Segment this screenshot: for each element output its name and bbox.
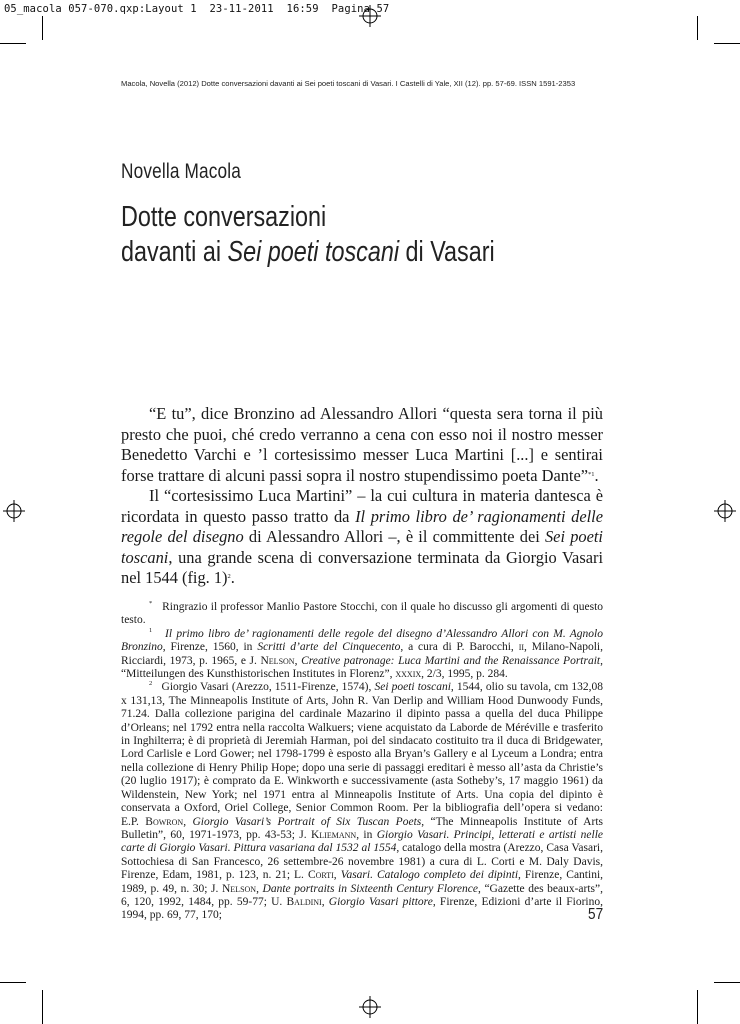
footnotes [121,601,603,923]
registration-mark-bottom-icon [359,996,381,1018]
body-p2-end: . [230,568,235,587]
footnote-2-italic-j: Giorgio Vasari. Principi, letterati e artisti nelle carte di Giorgio Vasari. Pittura vasariana dal 1532 al 1554 [121,828,603,855]
registration-mark-left-icon [3,500,25,522]
title-line-2-italic: Sei poeti toscani [227,236,400,268]
footnote-2-text-o: , Firenze, Cantini, 1989, p. 49, n. 30; J. [121,869,604,895]
title-line-2-pre: davanti ai [121,236,228,268]
body-p2-e: , una grande scena di conversazione terminata da Giorgio Vasari nel 1544 (fig. 1) [121,547,603,587]
body-p2-c: di Alessandro Allori –, è il committente dei [243,527,545,546]
footnote-1-sc-c: ii [518,641,525,654]
body-p2-b-italic: Il primo libro de’ ragionamenti delle regole del disegno [121,506,604,546]
crop-mark-top-left-h [0,43,26,44]
footnote-1-sc-h: xxxix [395,668,422,681]
footnote-2-italic-b: Sei poeti toscani [374,681,451,694]
registration-mark-top-icon [359,5,381,27]
crop-mark-bottom-left-v [42,990,43,1024]
footnote-2-italic-r: Dante portraits in Sixteenth Century Florence [262,882,478,895]
footnote-1-mark: 1 [149,626,153,634]
footnote-2-italic-n: Vasari. Catalogo completo dei dipinti [340,869,519,882]
footnote-2-text-c: , 1544, olio su tavola, cm 132,08 x 131,13, The Minneapolis Institute of Arts, John R. Van Derlip and William Hood Dunwoody Funds, 71.24. Dalla collezione parigina del cardinale Mazarino il dipinto passa a quella del duca Philippe d’Orleans; nel 1792 entra nella raccolta Walkuers; viene acquistato da Laborde de Méréville e trasferito in Inghilterra; è di proprietà di Jeremiah Harman, poi del sindacato costituito tra il duca di Bridgewater, Lord Carlisle e Lord Gower; nel 1798-1799 è esposto alla Bryan’s Gallery e al Lyceum a Londra; entra nella collezione di Henry Philip Hope; dopo una serie di passaggi ereditari è messo all’asta da Christie’s (20 luglio 1917); è comprato da E. Winkworth e successivamente (asta Sotheby’s, 17 maggio 1961) da Wildenstein, New York; nel 1971 entra al Minneapolis Institute of Arts. Una copia del dipinto è conservata a Oxford, Oriel College, Senior Common Room. Per la bibliografia dell’opera si vedano: E.P. [121,681,603,828]
footnote-1-italic-b: Scritti d’arte del Cinquecento [257,641,401,654]
footnote-2-text-w: , Firenze, Edizioni d’arte il Fiorino, 1994, pp. 69, 77, 170; [121,895,603,922]
footnote-2-text-a: Giorgio Vasari (Arezzo, 1511-Firenze, 1574), [161,681,375,694]
citation-header: Macola, Novella (2012) Dotte conversazioni davanti ai Sei poeti toscani di Vasari. I Castelli di Yale, XII (12). pp. 57-69. ISSN 1591-2353 [121,79,576,88]
printer-slug-line: 05_macola 057-070.qxp:Layout 1 23-11-2011 16:59 Pagina 57 [4,3,390,15]
body-p2-a: Il “cortesissimo Luca Martini” – la cui cultura in materia dantesca è ricordata in questo passo tratto da [121,486,603,526]
footnote-2-sc-l: Corti [307,869,334,882]
footnote-2-text-s: , “Gazette des beaux-arts”, 6, 120, 1992, 1484, pp. 59-77; U. [121,882,604,908]
footnote-2-text-e: , [183,815,193,828]
footnote-1-sc-e: Nelson [260,654,295,667]
footnote-1-text-f: , [294,654,302,667]
footnote-2-text-k: , catalogo della mostra (Arezzo, Casa Vasari, Sottochiesa di San Francesco, 26 settembre-26 novembre 1981) a cura di L. Corti e M. Daly Davis, Firenze, Edam, 1981, p. 123, n. 21; L. [121,842,603,882]
crop-mark-bottom-right-v [697,990,698,1024]
body-paragraph-2 [121,486,603,589]
crop-mark-bottom-right-h [714,982,740,983]
footnote-2-text-q: , [256,882,263,895]
title-line-2-post: di Vasari [399,236,495,268]
footnote-2-sc-p: Nelson [221,882,257,895]
footnote-ref-star-1: *1 [588,470,595,478]
footnote-star [121,601,603,628]
page-number: 57 [588,906,604,923]
title-line-2 [121,235,547,270]
footnote-2-sc-d: Bowron [145,815,184,828]
body-text [121,404,603,589]
footnote-2-italic-f: Giorgio Vasari’s Portrait of Six Tuscan Poets [192,815,422,828]
article-title [121,200,547,270]
footnote-star-text: Ringrazio il professor Manlio Pastore Stocchi, con il quale ho discusso gli argomenti di questo testo. [121,601,604,627]
footnote-1-text-d: , Milano-Napoli, Ricciardi, 1973, p. 1965, e J. [121,641,603,667]
footnote-1-title: Il primo libro de’ ragionamenti delle regole del disegno d’Alessandro Allori con M. Agnolo Bronzino [121,627,604,654]
footnote-2-text-m: , [333,869,341,882]
body-paragraph-1 [121,404,603,486]
footnote-2-sc-h: Kliemann [310,828,357,841]
footnote-2-sc-t: Baldini [286,895,322,908]
crop-mark-top-right-h [714,43,740,44]
footnote-2-text-i: , in [356,828,377,841]
footnote-2-text-g: , “The Minneapolis Institute of Arts Bulletin”, 60, 1971-1973, pp. 43-53; J. [121,815,603,841]
crop-mark-top-left-v [42,16,43,40]
body-p1-text: “E tu”, dice Bronzino ad Alessandro Allori “questa sera torna il più presto che puoi, ché credo verranno a cena con esso noi il nostro messer Benedetto Varchi e ’l cortesissimo messer Luca Martini [...] e sentirai forse trattare di alcuni passi sopra il nostro stupendissimo poeta Dante” [121,404,603,485]
footnote-1-text-a: , Firenze, 1560, in [162,641,258,654]
footnote-2-italic-v: Giorgio Vasari pittore [328,895,433,908]
crop-mark-top-right-v [697,16,698,40]
footnote-star-mark: * [149,600,153,607]
registration-mark-right-icon [714,500,736,522]
footnote-2-mark: 2 [149,680,153,688]
footnote-ref-2: 2 [227,573,231,580]
footnote-1-text-c: , a cura di P. Barocchi, [400,641,519,654]
body-p2-d-italic: Sei poeti toscani [121,527,603,567]
footnote-2-text-u: , [321,895,329,908]
footnote-1-text-h: , “Mitteilungen des Kunsthistorischen Institutes in Florenz”, [121,654,603,681]
footnote-2 [121,681,603,922]
title-line-1: Dotte conversazioni [121,201,327,233]
footnote-1-italic-g: Creative patronage: Luca Martini and the Renaissance Portrait [301,654,601,667]
footnote-1-text-i: , 2/3, 1995, p. 284. [421,668,508,681]
author-name: Novella Macola [121,160,242,183]
footnote-1 [121,628,603,682]
crop-mark-bottom-left-h [0,982,26,983]
body-p1-end: . [594,465,599,485]
